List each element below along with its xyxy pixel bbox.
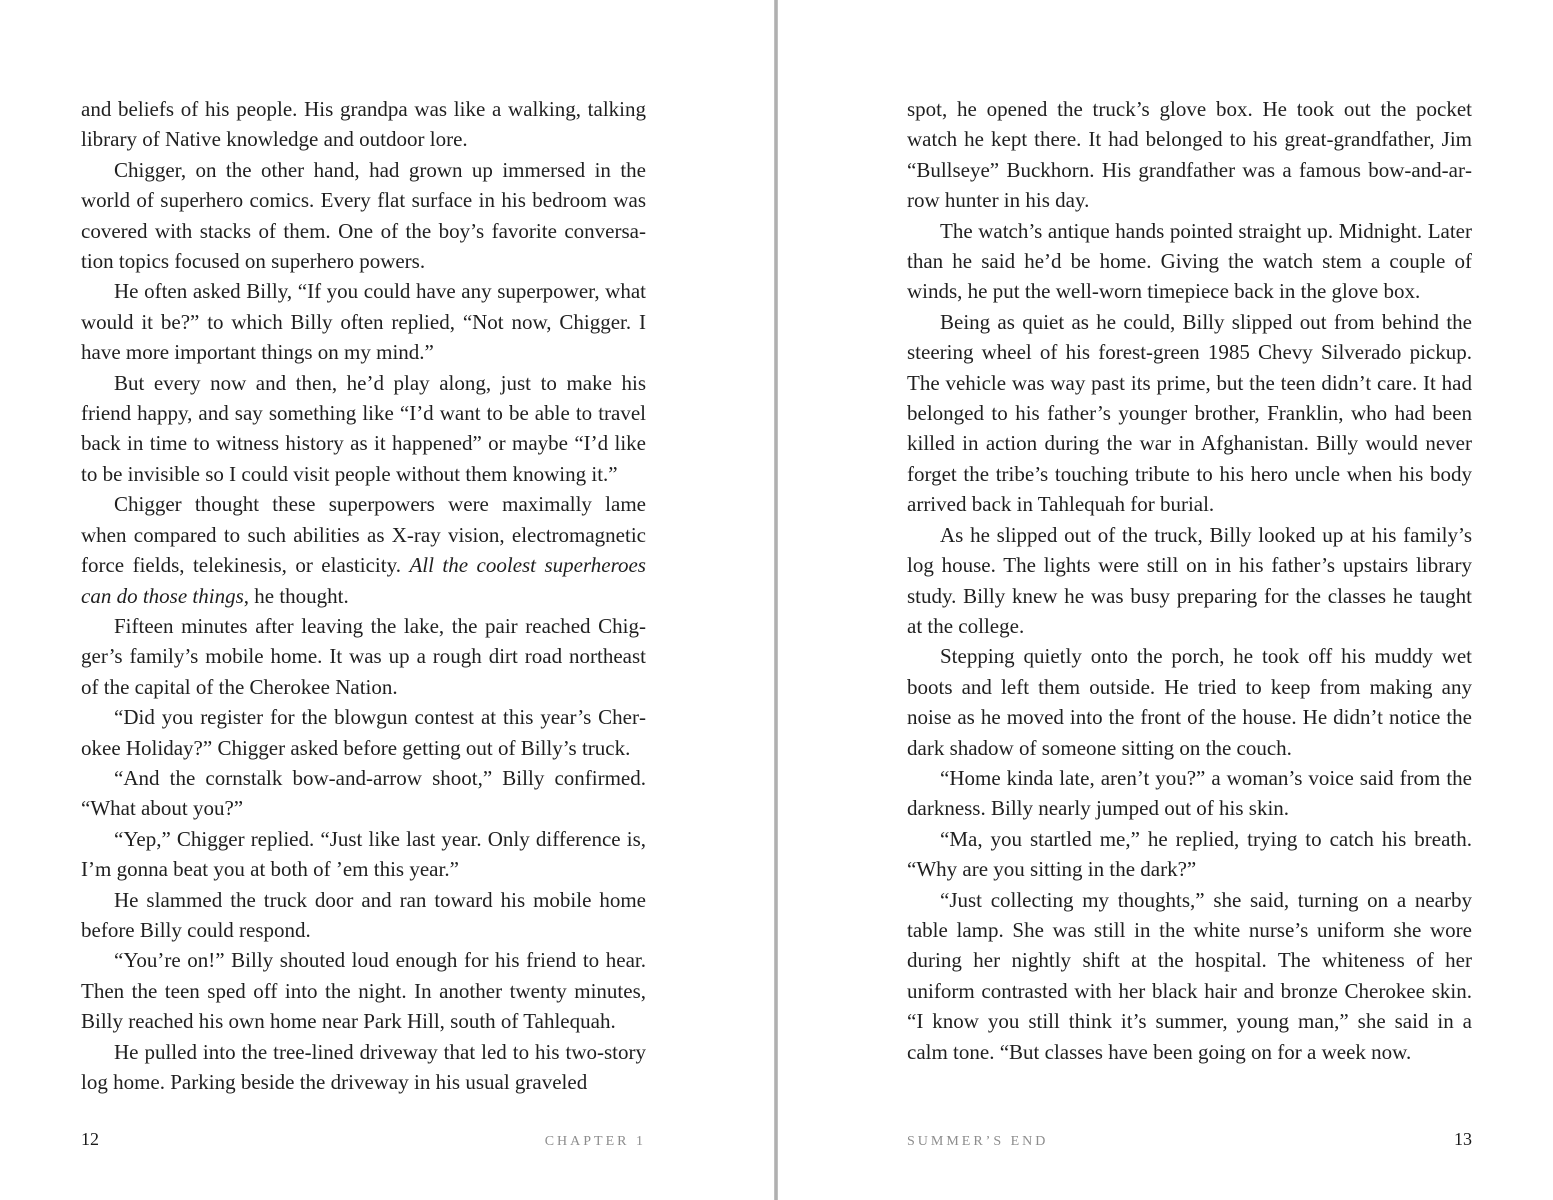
right-page-footer: [907, 1129, 1472, 1150]
paragraph: “Home kinda late, aren’t you?” a woman’s voice said from the darkness. Billy nearly jumped out of his skin.: [907, 765, 1472, 821]
paragraph: “Ma, you startled me,” he replied, trying to catch his breath. “Why are you sitting in the dark?”: [907, 826, 1472, 882]
paragraph: As he slipped out of the truck, Billy looked up at his family’s log house. The lights were still on in his father’s upstairs library study. Billy knew he was busy preparing for the classes he taught at the college.: [907, 522, 1472, 638]
text-run: Chigger thought these superpowers were maximally lame when compared to such abilities as X-ray vision, electromagnetic force fields, telekinesis, or elasticity.: [81, 492, 646, 578]
paragraph: “And the cornstalk bow-and-arrow shoot,” Billy confirmed. “What about you?”: [81, 765, 646, 821]
paragraph: Fifteen minutes after leaving the lake, the pair reached Chigger’s family’s mobile home. It was up a rough dirt road northeast of the capital of the Cherokee Nation.: [81, 613, 646, 699]
paragraph: The watch’s antique hands pointed straight up. Midnight. Later than he said he’d be home. Giving the watch stem a couple of winds, he put the well-worn timepiece back in the glove box.: [907, 218, 1472, 304]
paragraph: “Yep,” Chigger replied. “Just like last year. Only difference is, I’m gonna beat you at both of ’em this year.”: [81, 826, 646, 882]
paragraph: He often asked Billy, “If you could have any superpower, what would it be?” to which Billy often replied, “Not now, Chigger. I have more important things on my mind.”: [81, 279, 646, 365]
running-head: SUMMER’S END: [907, 1134, 1049, 1149]
paragraph: spot, he opened the truck’s glove box. He took out the pocket watch he kept there. It had belonged to his great-grandfather, Jim “Bullseye” Buckhorn. His grandfather was a famous bow-and-arrow hunter in his day.: [907, 97, 1472, 213]
paragraph: Chigger, on the other hand, had grown up immersed in the world of superhero comics. Every flat surface in his bedroom was covered with stacks of them. One of the boy’s favorite conversation topics focused on superhero powers.: [81, 157, 646, 274]
italic-thought: All the coolest superheroes can do those things: [81, 553, 646, 608]
left-page-text: [81, 94, 646, 1097]
paragraph: “Did you register for the blowgun contest at this year’s Cherokee Holiday?” Chigger asked before getting out of Billy’s truck.: [81, 705, 646, 760]
paragraph: Being as quiet as he could, Billy slipped out from behind the steering wheel of his forest-green 1985 Chevy Silverado pickup. The vehicle was way past its prime, but the teen didn’t care. It had belonged to his father’s younger brother, Franklin, who had been killed in action during the war in Afghanistan. Billy would never forget the tribe’s touching tribute to his hero uncle when his body arrived back in Tahlequah for burial.: [907, 309, 1472, 517]
page-number: 13: [1454, 1129, 1472, 1149]
left-page: [0, 0, 775, 1200]
paragraph: “Just collecting my thoughts,” she said, turning on a nearby table lamp. She was still in the white nurse’s uniform she wore during her nightly shift at the hospital. The whiteness of her uniform contrasted with her black hair and bronze Cherokee skin. “I know you still think it’s summer, young man,” she said in a calm tone. “But classes have been going on for a week now.: [907, 887, 1472, 1064]
paragraph-with-italics: [81, 489, 646, 611]
page-number: 12: [81, 1129, 99, 1149]
right-page: [778, 0, 1553, 1200]
paragraph: “You’re on!” Billy shouted loud enough for his friend to hear. Then the teen sped off into the night. In another twenty minutes, Billy reached his own home near Park Hill, south of Tahlequah.: [81, 948, 646, 1034]
paragraph: He pulled into the tree-lined driveway that led to his two-story log home. Parking beside the driveway in his usual graveled: [81, 1039, 646, 1094]
running-head: CHAPTER 1: [544, 1134, 646, 1149]
text-run: , he thought.: [243, 583, 349, 608]
left-page-footer: [81, 1129, 646, 1150]
paragraph: and beliefs of his people. His grandpa was like a walking, talking library of Native knowledge and outdoor lore.: [81, 97, 646, 152]
paragraph: He slammed the truck door and ran toward his mobile home before Billy could respond.: [81, 887, 646, 942]
paragraph: But every now and then, he’d play along, just to make his friend happy, and say something like “I’d want to be able to travel back in time to witness history as it happened” or maybe “I’d like to be invisible so I could visit people without them knowing it.”: [81, 370, 646, 486]
paragraph: Stepping quietly onto the porch, he took off his muddy wet boots and left them outside. He tried to keep from making any noise as he moved into the front of the house. He didn’t notice the dark shadow of someone sitting on the couch.: [907, 644, 1472, 760]
right-page-text: [907, 94, 1472, 1067]
